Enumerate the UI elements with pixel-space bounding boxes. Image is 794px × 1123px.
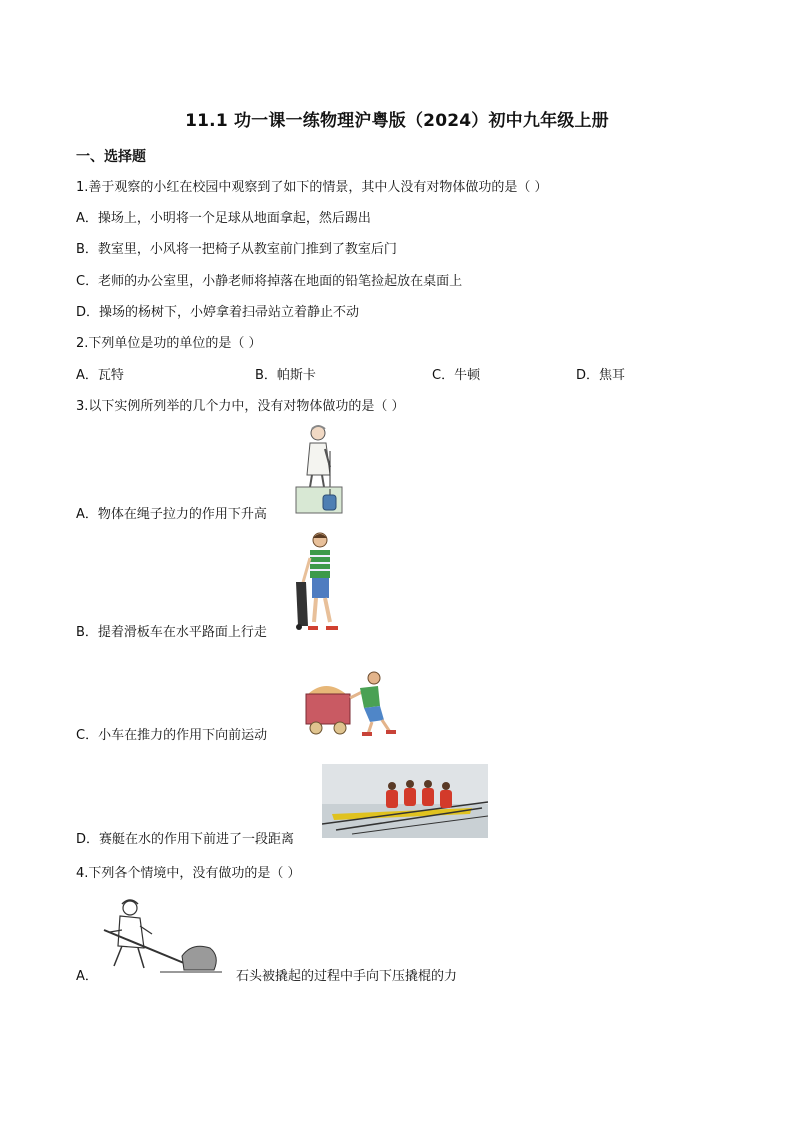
q3-option-a: A．物体在绳子拉力的作用下升高	[76, 507, 267, 522]
page-title: 11.1 功一课一练物理沪粤版（2024）初中九年级上册	[185, 111, 609, 131]
q3-stem: 3.以下实例所列举的几个力中，没有对物体做功的是（ ）	[76, 399, 405, 414]
person-carrying-scooter-figure	[292, 530, 344, 636]
q1-option-c: C．老师的办公室里，小静老师将掉落在地面的铅笔捡起放在桌面上	[76, 274, 463, 289]
q2-option-d: D．焦耳	[576, 368, 626, 383]
q1-option-a: A．操场上，小明将一个足球从地面拿起，然后踢出	[76, 211, 371, 226]
q1-option-d: D．操场的杨树下，小婷拿着扫帚站立着静止不动	[76, 305, 360, 320]
q4-option-a-letter: A．	[76, 969, 98, 984]
q3-option-c: C．小车在推力的作用下向前运动	[76, 728, 268, 743]
q1-option-b: B．教室里，小风将一把椅子从教室前门推到了教室后门	[76, 242, 397, 257]
section-heading: 一、选择题	[76, 149, 146, 165]
q2-option-c: C．牛顿	[432, 368, 481, 383]
q4-stem: 4.下列各个情境中，没有做功的是（ ）	[76, 866, 301, 881]
q1-stem: 1.善于观察的小红在校园中观察到了如下的情景，其中人没有对物体做功的是（ ）	[76, 180, 548, 195]
q3-option-b: B．提着滑板车在水平路面上行走	[76, 625, 267, 640]
q3-option-d: D．赛艇在水的作用下前进了一段距离	[76, 832, 295, 847]
q2-stem: 2.下列单位是功的单位的是（ ）	[76, 336, 262, 351]
person-pushing-cart-figure	[294, 668, 400, 740]
q2-option-b: B．帕斯卡	[255, 368, 316, 383]
rowing-boat-photo	[322, 764, 488, 838]
man-prying-rock-figure	[100, 896, 222, 978]
man-pulling-rope-figure	[292, 423, 346, 515]
q2-option-a: A．瓦特	[76, 368, 124, 383]
q4-option-a-text: 石头被撬起的过程中手向下压撬棍的力	[236, 969, 458, 984]
